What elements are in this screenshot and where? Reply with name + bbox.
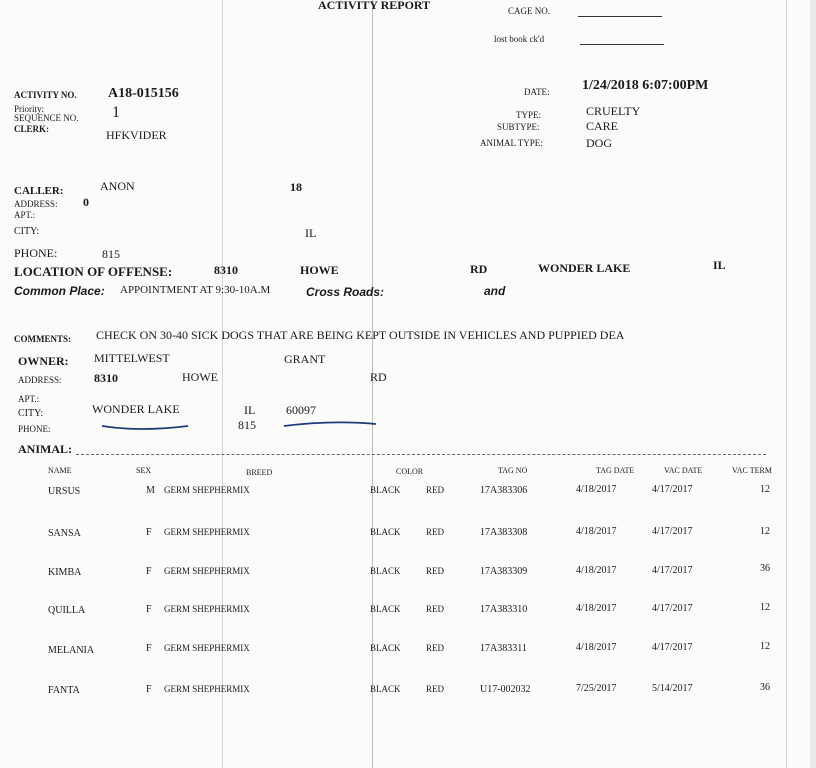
handwritten-underline [282, 418, 378, 430]
priority-label: Priority: [14, 104, 45, 114]
cage-no-label: CAGE NO. [508, 6, 550, 16]
animal-vac-date: 4/17/2017 [652, 642, 693, 653]
owner-apt-label: APT.: [18, 394, 40, 404]
date-value: 1/24/2018 6:07:00PM [582, 78, 709, 93]
animal-vac-term: 12 [760, 602, 770, 613]
animal-vac-term: 12 [760, 641, 770, 652]
owner-zip: 60097 [286, 403, 316, 417]
header-sex: SEX [136, 466, 152, 475]
animal-sex: F [146, 684, 152, 695]
animal-color-primary: BLACK [370, 643, 401, 653]
header-vac-date: VAC DATE [664, 466, 703, 475]
location-city: WONDER LAKE [538, 261, 631, 275]
animal-tag-no: U17-002032 [480, 684, 531, 695]
animal-color-primary: BLACK [370, 566, 401, 576]
handwritten-underline [100, 420, 190, 432]
animal-breed: GERM SHEPHERMIX [164, 485, 250, 495]
animal-vac-date: 4/17/2017 [652, 484, 693, 495]
comments-label: COMMENTS: [14, 334, 71, 344]
animal-name: FANTA [48, 685, 80, 696]
sequence-label: SEQUENCE NO. [14, 113, 79, 123]
animal-name: KIMBA [48, 567, 82, 578]
activity-no-value: A18-015156 [108, 86, 179, 101]
lost-book-field [580, 44, 664, 45]
header-tag-date: TAG DATE [596, 466, 635, 475]
owner-phone: 815 [238, 418, 256, 432]
caller-apt-label: APT.: [14, 210, 36, 220]
animal-vac-date: 5/14/2017 [652, 683, 693, 694]
animal-vac-term: 36 [760, 682, 770, 693]
animal-sex: F [146, 527, 152, 538]
header-vac-term: VAC TERM [732, 466, 772, 475]
fold-line [786, 0, 787, 768]
animal-color-secondary: RED [426, 527, 444, 537]
location-number: 8310 [214, 263, 238, 277]
animal-breed: GERM SHEPHERMIX [164, 527, 250, 537]
location-state: IL [713, 258, 726, 272]
animal-breed: GERM SHEPHERMIX [164, 566, 250, 576]
subtype-value: CARE [586, 119, 619, 133]
animal-color-secondary: RED [426, 643, 444, 653]
animal-tag-date: 7/25/2017 [576, 683, 617, 694]
animal-type-label: ANIMAL TYPE: [480, 138, 543, 148]
type-label: TYPE: [516, 110, 542, 120]
owner-city-label: CITY: [18, 408, 44, 419]
animal-tag-date: 4/18/2017 [576, 565, 617, 576]
cage-no-field [578, 16, 662, 17]
animal-sex: F [146, 604, 152, 615]
animal-name: MELANIA [48, 645, 95, 656]
animal-color-secondary: RED [426, 566, 444, 576]
animal-type-value: DOG [586, 136, 612, 150]
subtype-label: SUBTYPE: [497, 122, 540, 132]
animal-vac-term: 12 [760, 484, 770, 495]
cross-roads-label: Cross Roads: [306, 285, 385, 299]
owner-first-name: GRANT [284, 352, 326, 366]
owner-city: WONDER LAKE [92, 402, 180, 416]
common-place-label: Common Place: [14, 284, 105, 298]
location-label: LOCATION OF OFFENSE: [14, 264, 173, 279]
page-edge [810, 0, 816, 768]
animal-sex: F [146, 566, 152, 577]
animal-tag-date: 4/18/2017 [576, 642, 617, 653]
lost-book-label: lost book ck'd [494, 34, 545, 44]
priority-value: 1 [112, 104, 120, 121]
animal-tag-date: 4/18/2017 [576, 484, 617, 495]
caller-address-value: 0 [83, 195, 89, 209]
caller-address-label: ADDRESS: [14, 199, 58, 209]
report-title: ACTIVITY REPORT [318, 0, 431, 12]
activity-no-label: ACTIVITY NO. [14, 90, 77, 100]
caller-state: IL [305, 226, 317, 240]
animal-breed: GERM SHEPHERMIX [164, 604, 250, 614]
clerk-value: HFKVIDER [106, 128, 167, 142]
header-name: NAME [48, 466, 72, 475]
animal-vac-term: 36 [760, 563, 770, 574]
animal-tag-no: 17A383310 [480, 604, 528, 615]
animal-color-secondary: RED [426, 604, 444, 614]
animal-tag-no: 17A383306 [480, 485, 528, 496]
caller-name: ANON [100, 179, 135, 193]
animal-color-secondary: RED [426, 684, 444, 694]
owner-address-number: 8310 [94, 371, 118, 385]
animal-color-primary: BLACK [370, 527, 401, 537]
animal-tag-no: 17A383309 [480, 566, 528, 577]
cross-roads-and: and [484, 284, 506, 298]
owner-address-label: ADDRESS: [18, 375, 62, 385]
owner-last-name: MITTELWEST [94, 351, 170, 365]
animal-divider [76, 454, 766, 455]
type-value: CRUELTY [586, 104, 641, 118]
animal-tag-date: 4/18/2017 [576, 603, 617, 614]
comments-text: CHECK ON 30-40 SICK DOGS THAT ARE BEING KEPT OUTSIDE IN VEHICLES AND PUPPIED DEA [96, 328, 625, 342]
caller-number: 18 [290, 180, 302, 194]
location-suffix: RD [470, 262, 488, 276]
animal-tag-date: 4/18/2017 [576, 526, 617, 537]
animal-vac-date: 4/17/2017 [652, 526, 693, 537]
caller-phone: 815 [102, 247, 120, 261]
header-breed: BREED [246, 468, 273, 477]
animal-vac-term: 12 [760, 526, 770, 537]
animal-color-primary: BLACK [370, 604, 401, 614]
animal-tag-no: 17A383308 [480, 527, 528, 538]
animal-label: ANIMAL: [18, 442, 72, 456]
animal-name: SANSA [48, 528, 81, 539]
owner-street: HOWE [182, 370, 218, 384]
animal-sex: F [146, 643, 152, 654]
caller-phone-label: PHONE: [14, 246, 58, 260]
animal-vac-date: 4/17/2017 [652, 565, 693, 576]
date-label: DATE: [524, 87, 550, 97]
animal-name: QUILLA [48, 605, 86, 616]
animal-color-secondary: RED [426, 485, 444, 495]
owner-state: IL [244, 403, 256, 417]
caller-label: CALLER: [14, 185, 64, 197]
animal-color-primary: BLACK [370, 485, 401, 495]
clerk-label: CLERK: [14, 124, 50, 134]
header-tag-no: TAG NO [498, 466, 528, 475]
animal-breed: GERM SHEPHERMIX [164, 684, 250, 694]
animal-tag-no: 17A383311 [480, 643, 527, 654]
header-color: COLOR [396, 467, 424, 476]
animal-vac-date: 4/17/2017 [652, 603, 693, 614]
caller-city-label: CITY: [14, 226, 40, 237]
animal-name: URSUS [48, 486, 81, 497]
animal-sex: M [146, 485, 155, 496]
owner-suffix: RD [370, 370, 387, 384]
owner-label: OWNER: [18, 354, 69, 368]
animal-breed: GERM SHEPHERMIX [164, 643, 250, 653]
animal-color-primary: BLACK [370, 684, 401, 694]
common-place-value: APPOINTMENT AT 9:30-10A.M [120, 284, 271, 296]
owner-phone-label: PHONE: [18, 424, 51, 434]
location-street: HOWE [300, 263, 339, 277]
